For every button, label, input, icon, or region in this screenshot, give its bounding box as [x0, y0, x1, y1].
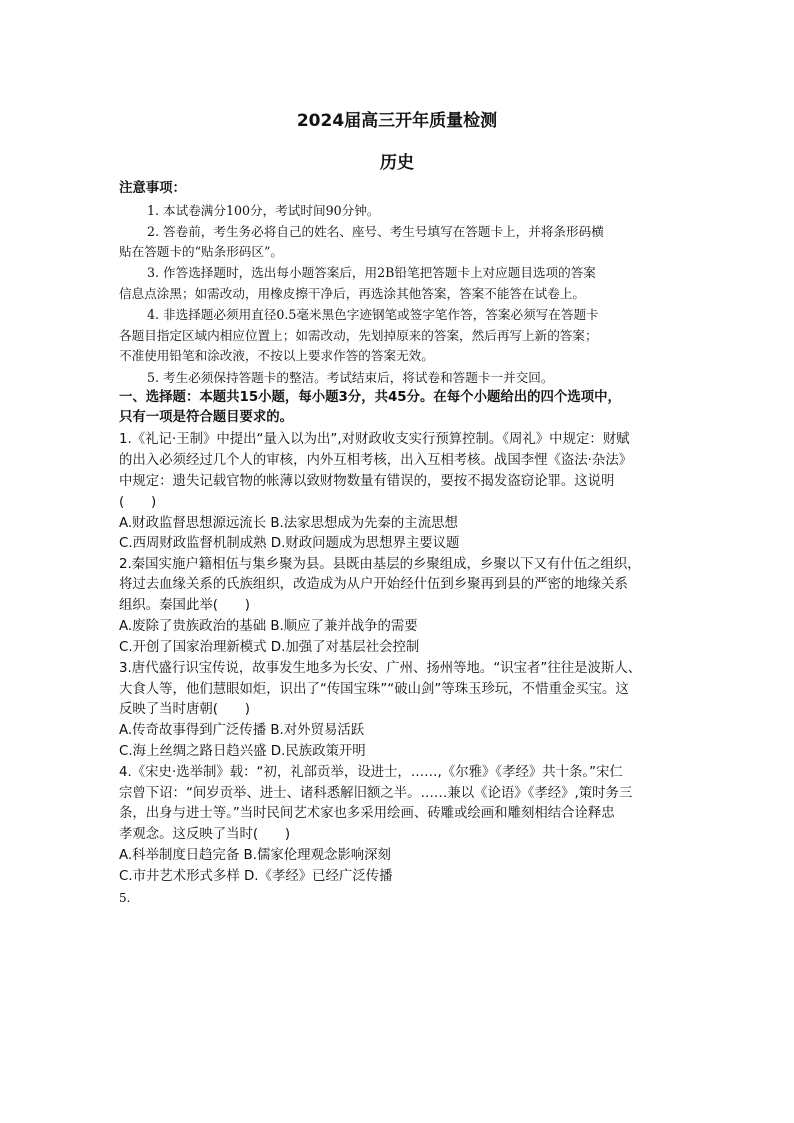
- question-4-text: 条，出身与进士等。”当时民间艺术家也多采用绘画、砖雕或绘画和雕刻相结合诠释忠: [119, 806, 615, 821]
- notice-line: 4. 非选择题必须用直径0.5毫米黑色字迹钢笔或签字笔作答，答案必须写在答题卡: [147, 307, 599, 322]
- notice-line: 不准使用铅笔和涂改液，不按以上要求作答的答案无效。: [119, 348, 434, 363]
- question-2-text: 将过去血缘关系的氏族组织，改造成为从户开始经什伍到乡聚再到县的严密的地缘关系: [119, 577, 628, 592]
- question-3-text: 3.唐代盛行识宝传说，故事发生地多为长安、广州、扬州等地。“识宝者”往往是波斯人、: [119, 661, 642, 676]
- notice-line: 3. 作答选择题时，选出每小题答案后，用2B铅笔把答题卡上对应题目选项的答案: [147, 265, 596, 280]
- notice-line: 各题目指定区域内相应位置上；如需改动，先划掉原来的答案，然后再写上新的答案；: [119, 328, 598, 343]
- notice-line: 信息点涂黑；如需改动，用橡皮擦干净后，再选涂其他答案，答案不能答在试卷上。: [119, 286, 585, 301]
- section-heading: 一、选择题：本题共15小题，每小题3分，共45分。在每个小题给出的四个选项中，: [119, 390, 621, 405]
- question-3-options: C.海上丝绸之路日趋兴盛 D.民族政策开明: [119, 744, 366, 759]
- notice-line: 贴在答题卡的“贴条形码区”。: [119, 244, 284, 259]
- question-4-text: 宗曾下诏：“间岁贡举、进士、诸科悉解旧额之半。……兼以《论语》《孝经》,策时务三: [119, 786, 633, 801]
- question-3-options: A.传奇故事得到广泛传播 B.对外贸易活跃: [119, 723, 365, 738]
- section-heading: 只有一项是符合题目要求的。: [119, 410, 294, 425]
- question-3-text: 大食人等，他们慧眼如炬，识出了“传国宝珠”“破山剑”等珠玉珍玩，不惜重金买宝。这: [119, 682, 629, 697]
- question-2-options: A.废除了贵族政治的基础 B.顺应了兼并战争的需要: [119, 619, 418, 634]
- question-1-blank: ( ): [119, 495, 157, 510]
- exam-title: 2024届高三开年质量检测: [296, 111, 498, 131]
- question-1-text: 中规定：遗失记载官物的帐薄以致财物数量有错误的，要按不揭发盗窃论罪。这说明: [119, 474, 615, 489]
- question-5-label: 5.: [119, 891, 131, 905]
- question-1-text: 1.《礼记·王制》中提出“量入以为出”,对财政收支实行预算控制。《周礼》中规定：财赋: [119, 432, 630, 447]
- question-1-text: 的出入必须经过几个人的审核，内外互相考核，出入互相考核。战国李悝《盗法·杂法》: [119, 453, 633, 468]
- question-2-text: 组织。秦国此举( ): [119, 598, 250, 613]
- question-1-options: A.财政监督思想源远流长 B.法家思想成为先秦的主流思想: [119, 516, 458, 531]
- question-4-options: C.市井艺术形式多样 D.《孝经》已经广泛传播: [119, 869, 393, 884]
- question-1-options: C.西周财政监督机制成熟 D.财政问题成为思想界主要议题: [119, 536, 460, 551]
- question-4-options: A.科举制度日趋完备 B.儒家伦理观念影响深刻: [119, 848, 391, 863]
- question-4-text: 4.《宋史·选举制》载：“初，礼部贡举，设进士，……,《尔雅》《孝经》共十条。”宋仁: [119, 765, 623, 780]
- notice-line: 1. 本试卷满分100分，考试时间90分钟。: [147, 203, 380, 218]
- question-3-text: 反映了当时唐朝( ): [119, 702, 250, 717]
- question-2-text: 2.秦国实施户籍相伍与集乡聚为县。县既由基层的乡聚组成，乡聚以下又有什伍之组织，: [119, 557, 641, 572]
- subject-title: 历史: [380, 153, 414, 173]
- notice-heading: 注意事项：: [119, 181, 186, 196]
- question-2-options: C.开创了国家治理新模式 D.加强了对基层社会控制: [119, 640, 420, 655]
- notice-line: 2. 答卷前，考生务必将自己的姓名、座号、考生号填写在答题卡上，并将条形码横: [147, 224, 604, 239]
- question-4-text: 孝观念。这反映了当时( ): [119, 827, 291, 842]
- notice-line: 5. 考生必须保持答题卡的整洁。考试结束后，将试卷和答题卡一并交回。: [147, 370, 554, 385]
